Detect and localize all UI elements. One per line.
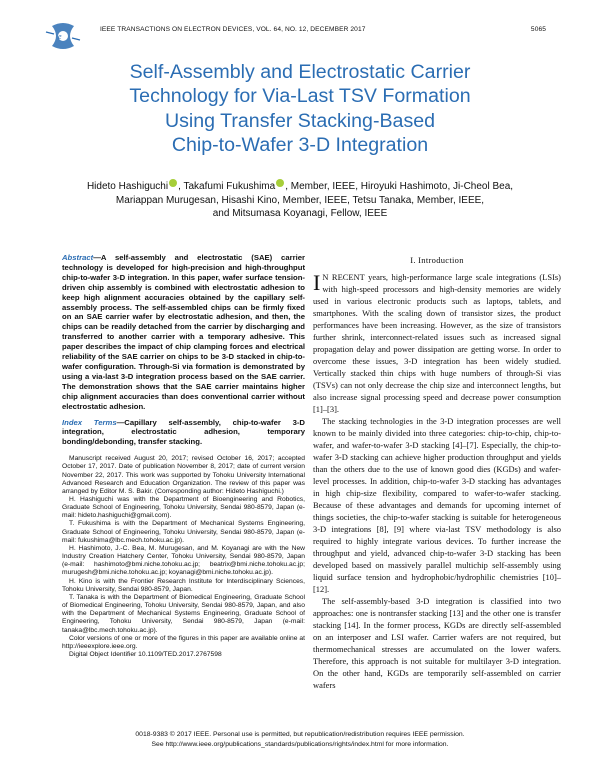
index-terms-label: Index Terms — [62, 417, 117, 427]
index-terms — [62, 418, 305, 448]
svg-text:e: e — [58, 32, 62, 41]
title-line-4: Chip-to-Wafer 3-D Integration — [171, 133, 429, 156]
author-names: , Member, IEEE, Hiroyuki Hashimoto, Ji-Cheol Bea, — [285, 181, 514, 192]
footnote: H. Hashimoto, J.-C. Bea, M. Murugesan, and M. Koyanagi are with the New Industry Creation Hatchery Center, Tohoku University, Sendai 980-8579, Japan (e-mail: hashimoto@bmi.niche.tohoku.ac.jp; beatrix@bmi.niche.tohoku.ac.jp; murugesh@bmi.niche.tohoku.ac.jp; koyanagi@bmi.niche.tohoku.ac.jp). — [62, 544, 305, 577]
title-line-2: Technology for Via-Last TSV Formation — [129, 85, 471, 108]
footnote: Digital Object Identifier 10.1109/TED.2017.2767598 — [69, 650, 222, 658]
authors-line-3: and Mitsumasa Koyanagi, Fellow, IEEE — [212, 208, 388, 220]
intro-paragraph-2: The stacking technologies in the 3-D integration processes are well known to be mainly divided into three categories: chip-to-chip, chip-to-wafer, and wafer-to-wafer 3-D stacking [4]–[7]. Especially, the chip-to-wafer 3-D stacking can achieve higher production throughput and yields than the others due to the use of known good dies (KGDs) and wafer-level processes. In addition, chip-to-wafer 3-D stacking has advantages in high chip-size flexibility, compared to wafer-to-wafer stacking. Because of these advantages and demands for upcoming internet of things societies, the chip-to-wafer stacking is suitable for heterogeneous 3-D integrations [8], [9] where via-last TSV methodology is also required to highly integrate various devices. To further increase the throughput and yield, advanced chip-to-wafer 3-D stacking has been developed based on massively parallel multichip self-assembly using liquid surface tension and hydrophobic/hydrophilic chemistries [10]–[12]. — [313, 416, 561, 594]
copyright-footer — [40, 730, 560, 749]
drop-cap: I — [313, 270, 321, 295]
footer-line-2: See http://www.ieee.org/publications_standards/publications/rights/index.html for more information. — [151, 740, 449, 748]
footer-line-1: 0018-9383 © 2017 IEEE. Personal use is permitted, but republication/redistribution requires IEEE permission. — [135, 731, 465, 738]
abstract-text: —A self-assembly and electrostatic (SAE) carrier technology is developed for high-precision and high-throughput chip-to-wafer 3-D integration. In this paper, wafer surface tension-driven chip assembly is combined with electrostatic adhesion to keep high alignment accuracies obtained by the capillary self-assembly process. The self-assembled chips can be firmly fixed on an SAE carrier wafer by electrostatic adhesion, and then, the chips can be readily detached from the carrier by discharging and transferred to another carrier with a temporary adhesive. This paper describes the impact of chip clamping forces and electrical reliability of the SAE carrier on chips to be 3-D stacked in chip-to-wafer configuration. Through-Si via formation is demonstrated by using a via-last 3-D integration process based on the SAE carrier. The demonstration shows that the SAE carrier maintains higher chip alignment accuracies than does conventional carrier without electrostatic adhesion. — [62, 253, 305, 411]
footnote: Manuscript received August 20, 2017; revised October 16, 2017; accepted October 17, 2017. Date of publication November 8, 2017; date of current version November 22, 2017. This work was supported by Tohoku University International Advanced Research and Education Organization. The review of this paper was arranged by Editor M. S. Bakir. (Corresponding author: Hideto Hashiguchi.) — [62, 455, 305, 495]
left-column — [62, 253, 305, 659]
right-column — [313, 253, 561, 691]
footnote: Color versions of one or more of the figures in this paper are available online at http://ieeexplore.ieee.org. — [62, 634, 305, 650]
author-list — [40, 179, 560, 221]
running-header — [100, 26, 546, 33]
orcid-icon[interactable] — [169, 179, 177, 187]
footnote: H. Hashiguchi was with the Department of Bioengineering and Robotics, Graduate School of Engineering, Tohoku University, Sendai 980-8579, Japan (e-mail: hideto.hashiguchi@gmail.com). — [62, 496, 305, 520]
orcid-icon[interactable] — [276, 179, 284, 187]
abstract — [62, 253, 305, 412]
page-number: 5065 — [530, 26, 546, 33]
footnotes — [62, 455, 305, 659]
authors-line-2: Mariappan Murugesan, Hisashi Kino, Member, IEEE, Tetsu Tanaka, Member, IEEE, — [115, 194, 485, 206]
footnote: H. Kino is with the Frontier Research Institute for Interdisciplinary Sciences, Tohoku University, Sendai 980-8579, Japan. — [62, 577, 305, 593]
title-line-1: Self-Assembly and Electrostatic Carrier — [129, 61, 471, 83]
paragraph-text: N RECENT years, high-performance large scale integrations (LSIs) with high-speed processors and high-density memories are widely used in various electronic products such as laptops, tablets, and smartphones. With the scaling down of transistor sizes, the product performances have been increasing. However, as the size of transistors further shrink, interconnect-related issues such as increased signal propagation delay and power dissipation are getting worse. In order to overcome these issues, 3-D integration has been widely studied. Vertically stacked thin chips with huge numbers of through-Si vias (TSVs) can not only decrease the chip size and interconnect lengths, but also increase signal processing speed and decrease power consumption [1]–[3]. — [313, 272, 561, 414]
authors-line-1 — [40, 179, 560, 194]
section-heading: I. Introduction — [410, 255, 464, 265]
intro-paragraph-3: The self-assembly-based 3-D integration is classified into two approaches: one is nontransfer stacking [13] and the other one is transfer stacking [14]. In the former process, KGDs are directly self-assembled on an interposer and LSI wafer. Carrier wafers are not required, but thermomechanical stresses are accumulated on the lower wafers. Therefore, this approach is not suitable for multilayer 3-D integration. On the other hand, KGDs are temporarily self-assembled on carrier wafers — [313, 596, 561, 690]
eds-logo-icon — [42, 18, 84, 54]
footnote: T. Fukushima is with the Department of Mechanical Systems Engineering, Graduate School of Engineering, Tohoku University, Sendai 980-8579, Japan (e-mail: fukushima@lbc.mech.tohoku.ac.jp). — [62, 520, 305, 544]
abstract-label: Abstract — [62, 253, 94, 262]
footnote: T. Tanaka is with the Department of Biomedical Engineering, Graduate School of Biomedical Engineering, Tohoku University, Sendai 980-8579, Japan, and also with the Department of Mechanical Systems Engineering, Graduate School of Engineering, Tohoku University, Sendai 980-8579, Japan (e-mail: tanaka@lbc.mech.tohoku.ac.jp). — [62, 593, 305, 634]
intro-paragraph-1 — [313, 271, 561, 415]
journal-line: IEEE TRANSACTIONS ON ELECTRON DEVICES, VOL. 64, NO. 12, DECEMBER 2017 — [100, 26, 366, 33]
paper-title — [40, 60, 560, 157]
author-name: Hideto Hashiguchi — [86, 181, 169, 192]
title-line-3: Using Transfer Stacking-Based — [164, 109, 436, 132]
author-name: , Takafumi Fukushima — [178, 181, 276, 192]
index-terms-text: —Capillary self-assembly, chip-to-wafer 3-D integration, electrostatic adhesion, temporary bonding/debonding, transfer stacking. — [62, 417, 305, 447]
